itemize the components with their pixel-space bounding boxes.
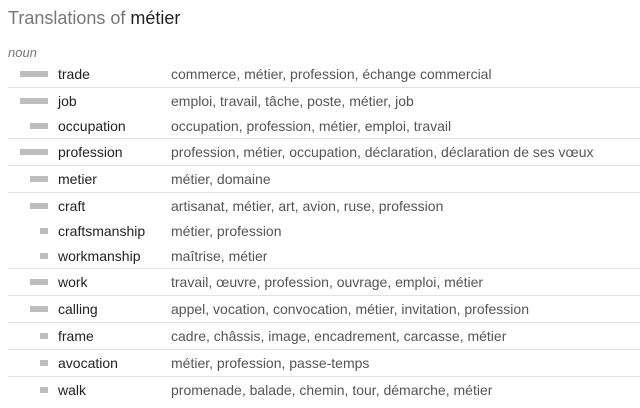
translation-row-walk[interactable] [8,376,640,403]
frequency-bar [40,228,48,234]
frequency-bar [30,123,48,129]
translation-term[interactable]: work [58,274,88,290]
frequency-bar [30,279,48,285]
reverse-translations: promenade, balade, chemin, tour, démarche, métier [171,382,493,398]
source-word: métier [130,8,181,28]
frequency-bar [30,176,48,182]
translation-row-work[interactable] [8,268,640,295]
reverse-translations: emploi, travail, tâche, poste, métier, job [171,92,414,109]
frequency-bar [20,149,48,155]
frequency-bar [30,203,48,209]
frequency-bar [20,71,48,77]
frequency-bar [40,387,48,393]
reverse-translations: artisanat, métier, art, avion, ruse, profession [171,198,444,214]
translation-row-craftsmanship[interactable] [8,219,640,244]
reverse-translations: métier, domaine [171,171,271,187]
translation-row-profession[interactable] [8,138,640,165]
frequency-bar [40,333,48,339]
translation-term[interactable]: craft [58,198,86,214]
reverse-translations: travail, œuvre, profession, ouvrage, emploi, métier [171,274,484,290]
translation-row-craft[interactable] [8,192,640,219]
translation-row-calling[interactable] [8,295,640,322]
translation-term[interactable]: craftsmanship [58,223,146,240]
translation-term[interactable]: job [58,92,77,109]
reverse-translations: cadre, châssis, image, encadrement, carcasse, métier [171,328,507,344]
translation-term[interactable]: calling [58,301,98,317]
translation-term[interactable]: occupation [58,117,126,134]
reverse-translations: commerce, métier, profession, échange commercial [171,66,492,83]
translation-term[interactable]: walk [58,382,87,398]
frequency-bar [40,360,48,366]
translations-table [8,62,640,403]
translation-row-occupation[interactable] [8,114,640,139]
frequency-bar [20,98,48,104]
reverse-translations: métier, profession [171,223,282,240]
translation-term[interactable]: workmanship [58,247,141,264]
translations-title [8,7,180,29]
translation-term[interactable]: trade [58,66,90,83]
translation-term[interactable]: frame [58,328,94,344]
reverse-translations: appel, vocation, convocation, métier, invitation, profession [171,301,529,317]
reverse-translations: occupation, profession, métier, emploi, travail [171,117,452,134]
translation-term[interactable]: profession [58,144,123,160]
reverse-translations: maîtrise, métier [171,247,268,264]
reverse-translations: métier, profession, passe-temps [171,355,370,371]
translation-row-metier[interactable] [8,165,640,192]
part-of-speech-label: noun [8,45,37,60]
translation-row-avocation[interactable] [8,349,640,376]
translation-row-trade[interactable] [8,62,640,87]
reverse-translations: profession, métier, occupation, déclaration, déclaration de ses vœux [171,144,594,160]
translation-term[interactable]: avocation [58,355,118,371]
translation-row-job[interactable] [8,87,640,114]
frequency-bar [40,253,48,259]
translation-row-workmanship[interactable] [8,244,640,269]
translation-term[interactable]: metier [58,171,97,187]
frequency-bar [30,306,48,312]
title-prefix: Translations of [8,8,131,28]
translation-row-frame[interactable] [8,322,640,349]
